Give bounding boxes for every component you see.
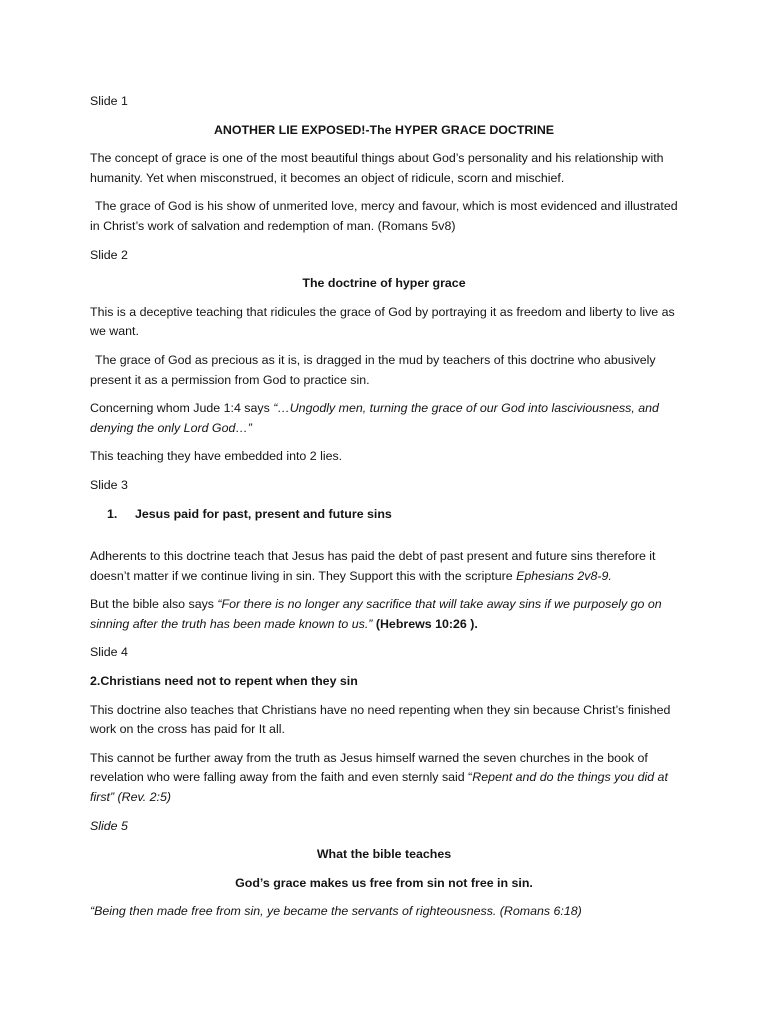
slide-3-label: Slide 3 [90,477,128,492]
slide-3-list-item [90,505,678,525]
slide-2-paragraph-3-lead: Concerning whom Jude 1:4 says [90,401,274,416]
slide-4-paragraph-2 [90,749,678,808]
slide-5-title-1: What the bible teaches [316,847,452,862]
slide-5-label: Slide 5 [90,818,128,833]
list-item-number: 1. [107,506,118,521]
slide-3-paragraph-2 [90,595,678,634]
slide-2-label: Slide 2 [90,247,128,262]
slide-4-label: Slide 4 [90,645,128,660]
slide-4-paragraph-1: This doctrine also teaches that Christians have no need repenting when they sin because Christ’s finished work on the cross has paid for It all. [90,702,671,737]
spacer [90,533,678,547]
slide-4-heading: 2.Christians need not to repent when they sin [90,674,358,689]
revelation-quote: Repent and do the things you did at first” (Rev. 2:5) [90,770,668,805]
slide-5-title-2: God’s grace makes us free from sin not free in sin. [235,875,533,890]
slide-1-title: ANOTHER LIE EXPOSED!-The HYPER GRACE DOCTRINE [213,122,555,137]
slide-2-paragraph-3 [90,399,678,438]
slide-3-paragraph-2-lead: But the bible also says [90,597,218,612]
slide-1-paragraph-2: The grace of God is his show of unmerited love, mercy and favour, which is most evidenced and illustrated in Christ’s work of salvation and redemption of man. (Romans 5v8) [90,199,678,233]
hebrews-reference: (Hebrews 10:26 ). [375,616,478,631]
slide-1-paragraph-1: The concept of grace is one of the most beautiful things about God’s personality and his relationship with humanity. Yet when misconstrued, it becomes an object of ridicule, scorn and mischief. [90,151,664,185]
slide-1-label: Slide 1 [90,94,128,108]
romans-quote: “Being then made free from sin, ye became the servants of righteousness. (Romans 6:18) [90,904,582,919]
slide-2-title: The doctrine of hyper grace [302,276,466,291]
slide-2-paragraph-4: This teaching they have embedded into 2 lies. [90,449,343,464]
slide-2-paragraph-2: The grace of God as precious as it is, is dragged in the mud by teachers of this doctrine who abusively present it as a permission from God to practice sin. [90,352,656,387]
ephesians-reference: Ephesians 2v8-9. [516,568,612,583]
slide-2-paragraph-1: This is a deceptive teaching that ridicules the grace of God by portraying it as freedom and liberty to live as we want. [90,304,675,339]
hebrews-quote: “For there is no longer any sacrifice that will take away sins if we purposely go on sinning after the truth has been made known to us.” [90,597,662,631]
slide-4-paragraph-2-lead: This cannot be further away from the truth as Jesus himself warned the seven churches in the book of revelation who were falling away from the faith and even sternly said “ [90,750,648,785]
list-item-text: Jesus paid for past, present and future sins [135,506,392,521]
slide-3-paragraph-1 [90,547,678,586]
slide-3-paragraph-1-lead: Adherents to this doctrine teach that Jesus has paid the debt of past present and future sins therefore it doesn’t matter if we continue living in sin. They Support this with the scripture [90,549,656,583]
jude-quote: “…Ungodly men, turning the grace of our God into lasciviousness, and denying the only Lord God…” [90,401,659,435]
